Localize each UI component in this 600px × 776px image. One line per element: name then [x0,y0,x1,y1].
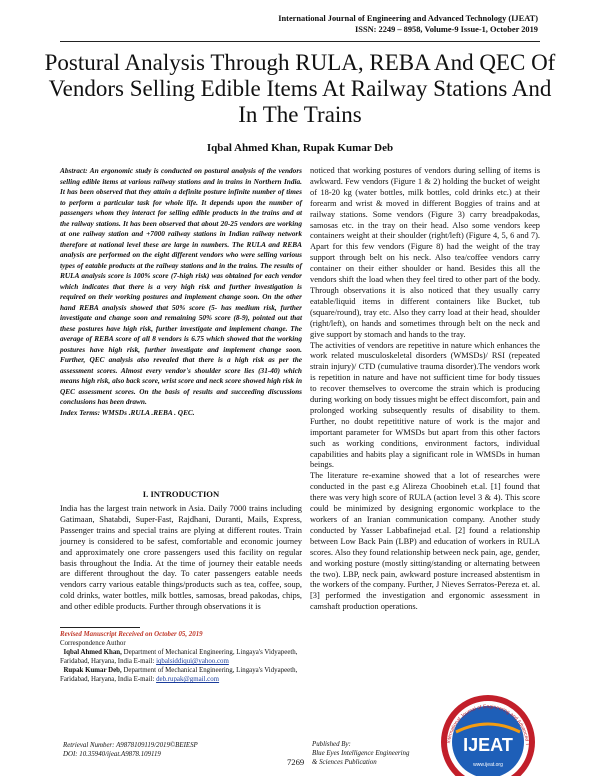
correspondence-label: Correspondence Author [60,640,126,647]
page-number: 7269 [287,757,305,767]
revised-date: Revised Manuscript Received on October 05, 2019 [60,631,203,638]
section-heading-introduction: I. INTRODUCTION [142,489,220,499]
footnote-block [60,630,305,684]
right-column [310,166,540,613]
author-name-1: Iqbal Ahmed Khan, [63,649,122,656]
introduction-text: India has the largest train network in Asia. Daily 7000 trains including Gatimaan, Shatabdi, Super-Fast, Rajdhani, Duranti, Mails, Express, Passenger trains and special trains are plying at different routes. Train journey is considered to be safest, comfortable and economic journey and approximately one crore passengers used this facility on regular basis throughout the India. At the time of journey their eatable needs are different throughout the day. To cater passengers eatable needs vendors carry various eatable things/products such as tea, coffee, soup, cold drinks, water bottles, milk bottles, samosas, bread pakodas, chips, and other edible products. Further through observations it is [60,504,302,612]
author-name-2: Rupak Kumar Deb, [63,667,122,674]
affiliation-text-1: Department of Mechanical Engineering, Lingaya's Vidyapeeth, Faridabad, Haryana, India E-mail: [60,649,298,665]
publisher-info [312,741,409,767]
journal-name: International Journal of Engineering and Advanced Technology (IJEAT) [278,14,538,23]
publisher-line-2: & Sciences Publication [312,758,377,766]
journal-header [278,13,538,35]
publisher-line-1: Blue Eyes Intelligence Engineering [312,749,410,757]
logo-ring-text: International Journal of Engineering and Advanced T [446,703,531,746]
paper-title: Postural Analysis Through RULA, REBA And QEC Of Vendors Selling Edible Items At Railway Stations And In The Trains [44,50,556,127]
abstract-block [60,166,302,418]
ijeat-logo[interactable] [436,688,540,776]
email-link-2[interactable]: deb.rupak@gmail.com [156,676,220,683]
paragraph: noticed that working postures of vendors during selling of items is awkward. Few vendors (Figure 1 & 2) holding the bucket of weight of 18-20 kg (water bottles, milk bottles, cold drinks etc.) at their forearm and wrist & moved in different Boggies of trains and at railway stations. Some vendors (Figure 3) carry breadpakodas, samosas etc. in the tray on their head. Also some vendors keep containers weight at their shoulder (right/left) (Figure 4, 5, 6 and 7). Apart for this few vendors (Figure 8) had the weight of the tray support through belt on his neck. Also tea/coffee vendors carry container on their either shoulder or hand. Besides this all the vendors shift the load when they feel tired to other part of the body. Through observations it is also noticed that they usually carry eatable/liquid items in different containers like Bucket, tub (square/round), tray etc. Also they carry load at their head, shoulder (right/left), on hands and sometimes through belt on the neck and give support by stomach and hands to the tray. [310,166,540,339]
retrieval-info [63,741,198,759]
header-divider [60,41,540,42]
issn-line: ISSN: 2249 – 8958, Volume-9 Issue-1, October 2019 [355,25,538,34]
logo-bottom-text: www.ijeat.org [473,762,503,768]
footnote-divider [60,627,140,628]
retrieval-number: Retrieval Number: A9878109119/2019©BEIESP [63,742,198,749]
doi[interactable]: DOI: 10.35940/ijeat.A9878.109119 [63,751,161,758]
author-affiliation-1 [60,648,305,666]
author-affiliation-2 [60,666,305,684]
published-by: Published By: [312,741,351,748]
paragraph: The activities of vendors are repetitive in nature which enhances the work related musculoskeletal disorders (WMSDs)/ RSI (repeated strain injury)/ CTD (cumulative trauma disorder).The vendors work is repetition in nature and have not sufficient time for body tissues to recover themselves to overcome the strain which is producing during working on body tissues might be effect discomfort, pain and prolonged working subsequently results of disability to them. Further, no doubt repetititive nature of work is the major and important parameter for WMSDs but apart from this other factors such as working conditions, environment factors, individual capabilities and habits play a significant role in WMSDs in human beings. [310,340,540,470]
email-link-1[interactable]: iqbalsiddiqui@yahoo.com [156,658,229,665]
abstract-text: Abstract: An ergonomic study is conducted on postural analysis of the vendors selling edible items at various railway stations and in trains in Northern India. It has been observed that they attain a definite posture infinite number of times to perform a particular task for whole life. It depends upon the number of passengers whom they interact for selling edible products in the trains and at the railway stations. It has been observed that about 20-25 vendors are working at one railway station and +7000 railway stations in Indian railway network therefore at national level these are large in numbers. The RULA and REBA analysis are performed on the eight different vendors who were selling various types of eatable products at the railway stations and in the trains. The results of RULA analysis score is 100% score (7-high risk) was obtained for each vendor which indicates that there is a very high risk and further investigation is required on their working postures and implement change soon. On the other hand REBA analysis showed that 50% score (5- has medium risk, further investigate and change soon and remaining 50% score (8-9), pointed out that these postures have high risk, further investigate and implement change. The average of REBA score of all 8 vendors is 6.75 which showed that the working postures have high risk, further investigate and implement change soon. Further, QEC analysis also revealed that there is a high risk as per the assessment scores. Almost every vendor's shoulder score lies (31-40) which means high risk, also back score, wrist score and neck score showed high risk in QEC assessment scores. On the basis of results and succeeding discussions conclusions has been drawn. [60,166,302,406]
paragraph: The literature re-examine showed that a lot of researches were conducted in the past e.g Alireza Choobineh et.al. [1] found that there was very high score of RULA (action level 3 & 4). This score could be minimized by designing ergonomic workplace to the workers of an Iranian communication company. Another study conducted by Yasser Labbafinejad et.al. [2] found a relationship between Low Back Pain (LBP) and education of workers in RULA scores. Also they found relationship between neck pain, age, gender, and working posture (mostly sitting/standing or alternating between the two). LBP, neck pain, awkward posture increased abstentism in the workers of the company. Further, J Nieves Serratos-Pereza et. al. [3] performed the investigation and ergonomic assessment in camshaft production operations. [310,471,540,612]
paper-authors: Iqbal Ahmed Khan, Rupak Kumar Deb [206,142,394,154]
logo-text: IJEAT [463,735,513,755]
affiliation-text-2: Department of Mechanical Engineering, Lingaya's Vidyapeeth, Faridabad, Haryana, India E-mail: [60,667,298,683]
index-terms: Index Terms: WMSDs .RULA .REBA . QEC. [60,407,195,417]
